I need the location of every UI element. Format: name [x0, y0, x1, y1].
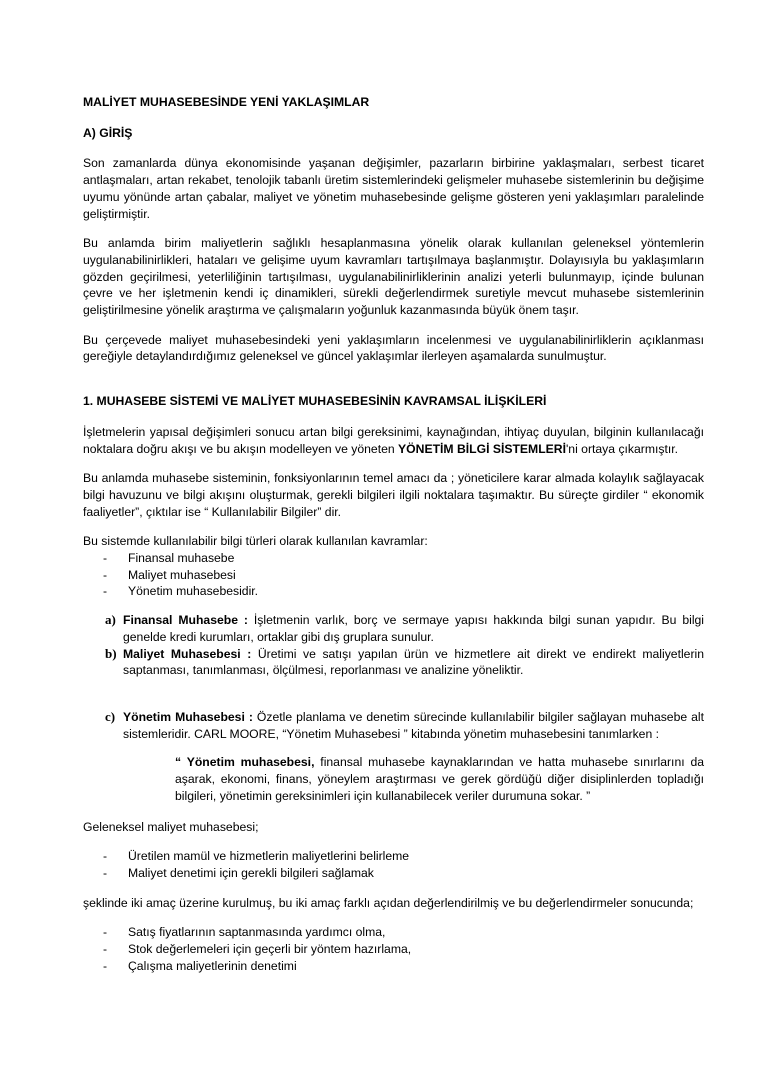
document-page: [83, 94, 704, 974]
section-1-paragraph-2: Bu anlamda muhasebe sisteminin, fonksiyonlarının temel amacı da ; yöneticilere karar almada kolaylık sağlayacak bilgi havuzunu ve bilgi akışını oluşturmak, gerekli bilgileri ilgili noktalara taşımaktır. Bu süreçte girdiler “ ekonomik faaliyetler”, çıktılar ise “ Kullanılabilir Bilgiler” dir.: [83, 471, 704, 519]
list-item-text: Üretilen mamül ve hizmetlerin maliyetlerini belirleme: [128, 849, 410, 864]
s1-p1-bold: YÖNETİM BİLGİ SİSTEMLERİ: [398, 441, 566, 456]
list-item-text: Maliyet muhasebesi: [128, 567, 236, 582]
list-item: [103, 550, 704, 567]
dash-marker: -: [103, 865, 108, 880]
list-item-text: Satış fiyatlarının saptanmasında yardımcı olma,: [128, 925, 386, 940]
traditional-list: [83, 848, 704, 881]
definition-term: Yönetim Muhasebesi :: [123, 709, 253, 724]
dash-marker: -: [103, 925, 108, 940]
traditional-intro: Geleneksel maliyet muhasebesi;: [83, 819, 259, 834]
block-quote: [175, 754, 704, 804]
s1-p1-tail: 'ni ortaya çıkarmıştır.: [565, 441, 679, 456]
list-item: [103, 865, 704, 882]
dash-marker: -: [103, 942, 108, 957]
intro-paragraph-1: Son zamanlarda dünya ekonomisinde yaşanan değişimler, pazarların birbirine yaklaşmaları, serbest ticaret antlaşmaları, artan rekabet, tenolojik tabanlı üretim sistemlerindeki gelişmeler muhasebe sistemlerinin bu değişime uyumu yönünde artan çabalar, maliyet ve yönetim muhasebesinde gelişme gösteren yeni yaklaşımları paralelinde geliştirmiştir.: [83, 156, 704, 221]
definition-marker: b): [105, 645, 117, 661]
list-item: [103, 924, 704, 941]
section-1-heading: 1. MUHASEBE SİSTEMİ VE MALİYET MUHASEBESİNİN KAVRAMSAL İLİŞKİLERİ: [83, 394, 547, 409]
quote-text: finansal muhasebe kaynaklarından ve hatta muhasebe sınırlarını da aşarak, ekonomi, finans, yöneylem araştırması ve gerek gördüğü diğer disiplinlerden topladığı bilgileri, yönetimin gereksinimleri için kullanabilecek veriler durumuna sokar. ”: [175, 755, 704, 803]
list-item: [103, 941, 704, 958]
list-item-text: Stok değerlemeleri için geçerli bir yöntem hazırlama,: [128, 942, 412, 957]
list-item-text: Maliyet denetimi için gerekli bilgileri sağlamak: [128, 865, 374, 880]
dash-marker: -: [103, 849, 108, 864]
results-list: [83, 924, 704, 974]
intro-heading: A) GİRİŞ: [83, 125, 133, 140]
list-item-text: Yönetim muhasebesidir.: [128, 584, 259, 599]
intro-paragraph-2: Bu anlamda birim maliyetlerin sağlıklı hesaplanmasına yönelik olarak kullanılan geleneksel yöntemlerin uygulanabilinirlikleri, hataları ve gelişime uyum kavramları tartışılmaya başlanmıştır. Dolayısıyla bu yaklaşımların gözden geçirilmesi, yeterliliğinin tartışılması, uygulanabilinirliklerinin analizi yeterli bulunmayıp, içinde bulunan çevre ve her işletmenin kendi iç dinamikleri, sürekli değerlendirmek suretiyle mevcut muhasebe sistemlerinin geliştirilmesine yönelik araştırma ve çalışmaların yoğunluk kazanmasında büyük önem taşır.: [83, 236, 704, 318]
definition-item: [83, 612, 704, 645]
list-item: [103, 958, 704, 975]
definition-item: [83, 709, 704, 742]
intro-paragraph-3: Bu çerçevede maliyet muhasebesindeki yeni yaklaşımların incelenmesi ve uygulanabilinirliklerin açıklanması gereğiyle detaylandırdığımız geleneksel ve güncel yaklaşımlar ilerleyen aşamalarda sunulmuştur.: [83, 332, 704, 364]
dash-marker: -: [103, 584, 108, 599]
list-item-text: Finansal muhasebe: [128, 551, 235, 566]
list-item: [103, 567, 704, 584]
quote-lead: “ Yönetim muhasebesi,: [175, 755, 315, 770]
list-item-text: Çalışma maliyetlerinin denetimi: [128, 958, 297, 973]
dash-marker: -: [103, 551, 108, 566]
definitions-list: [83, 612, 704, 742]
concept-list: [83, 550, 704, 600]
definition-text: İşletmenin varlık, borç ve sermaye yapısı hakkında bilgi sunan yapıdır. Bu bilgi genelde kredi kurumları, ortaklar gibi dış gruplara sunulur.: [123, 613, 705, 644]
section-1-paragraph-1: [83, 424, 704, 457]
definition-text: Üretimi ve satışı yapılan ürün ve hizmetlere ait direkt ve endirekt maliyetlerin saptanması, tanımlanması, ölçülmesi, reporlanması ve analizine yöneliktir.: [123, 646, 704, 678]
definition-term: Maliyet Muhasebesi :: [123, 646, 252, 661]
definition-text: Özetle planlama ve denetim sürecinde kullanılabilir bilgiler sağlayan muhasebe alt sistemleridir. CARL MOORE, “Yönetim Muhasebesi ” kitabında yönetim muhasebesini tanımlarken :: [123, 709, 705, 741]
definition-term: Finansal Muhasebe :: [123, 613, 248, 628]
section-1-paragraph-3: Bu sistemde kullanılabilir bilgi türleri olarak kullanılan kavramlar:: [83, 534, 428, 549]
traditional-paragraph-2: şeklinde iki amaç üzerine kurulmuş, bu iki amaç farklı açıdan değerlendirilmiş ve bu değerlendirmeler sonucunda;: [83, 895, 694, 910]
list-item: [103, 848, 704, 865]
definition-marker: a): [105, 612, 116, 628]
dash-marker: -: [103, 567, 108, 582]
list-item: [103, 583, 704, 600]
document-title: MALİYET MUHASEBESİNDE YENİ YAKLAŞIMLAR: [83, 95, 370, 109]
s1-p1-text: İşletmelerin yapısal değişimleri sonucu artan bilgi gereksinimi, kaynağından, ihtiyaç duyulan, bilginin kullanılacağı noktalara doğru akışı ve bu akışın modelleyen ve yöneten: [83, 424, 704, 456]
dash-marker: -: [103, 958, 108, 973]
definition-marker: c): [105, 708, 116, 724]
definition-item: [83, 646, 704, 679]
